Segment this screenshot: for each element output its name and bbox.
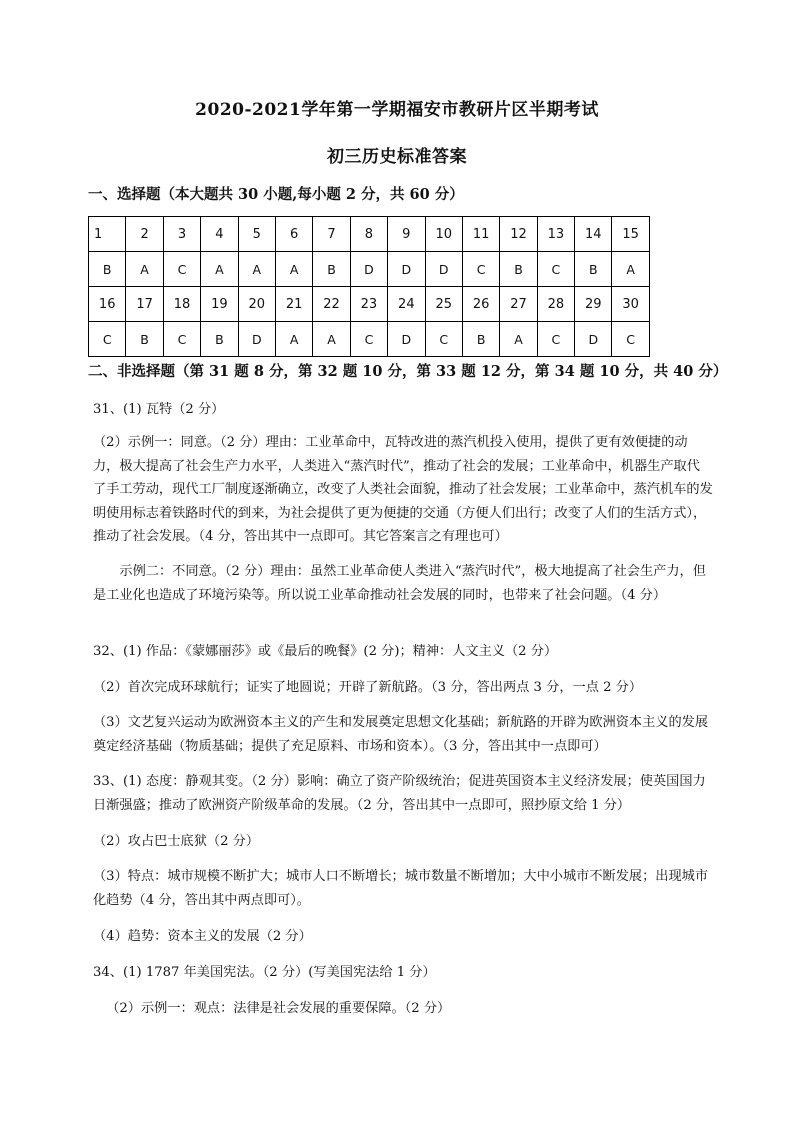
q33-part3 xyxy=(93,865,713,912)
question-number-cell: 24 xyxy=(388,287,425,322)
answer-cell: B xyxy=(462,322,499,357)
question-number-cell: 30 xyxy=(612,287,649,322)
answer-cell: A xyxy=(500,322,537,357)
answer-cell: C xyxy=(89,322,126,357)
question-number-cell: 16 xyxy=(89,287,126,322)
answer-cell: C xyxy=(462,252,499,287)
answer-table xyxy=(88,216,650,357)
q33-4-text: （4）趋势：资本主义的发展（2 分） xyxy=(93,929,312,944)
question-number-cell: 23 xyxy=(350,287,387,322)
question-number-cell: 11 xyxy=(462,217,499,252)
q31-3-text: 示例二：不同意。（2 分）理由：虽然工业革命使人类进入“蒸汽时代”，极大地提高了社会生产力，但是工业化也造成了环境污染等。所以说工业革命推动社会发展的同时，也带来了社会问题。（4 分） xyxy=(93,564,706,603)
answer-cell: A xyxy=(313,322,350,357)
question-number-cell: 9 xyxy=(388,217,425,252)
question-number-cell: 25 xyxy=(425,287,462,322)
question-number-cell: 1 xyxy=(89,217,126,252)
q31-part2 xyxy=(93,431,713,549)
question-number-cell: 26 xyxy=(462,287,499,322)
answer-cell: D xyxy=(350,252,387,287)
q31-1-text: 31、(1) 瓦特（2 分） xyxy=(93,402,225,417)
question-number-cell: 17 xyxy=(126,287,163,322)
question-number-cell: 27 xyxy=(500,287,537,322)
answer-cell: C xyxy=(350,322,387,357)
question-number-cell: 14 xyxy=(575,217,612,252)
question-number-cell: 2 xyxy=(126,217,163,252)
answer-cell: D xyxy=(575,322,612,357)
q33-part2 xyxy=(93,830,713,854)
q32-3-text: （3）文艺复兴运动为欧洲资本主义的产生和发展奠定思想文化基础；新航路的开辟为欧洲资本主义的发展奠定经济基础（物质基础；提供了充足原料、市场和资本）。（3 分，答出其中一点即可） xyxy=(93,715,709,754)
q32-2-text: （2）首次完成环球航行；证实了地圆说；开辟了新航路。（3 分，答出两点 3 分，一点 2 分） xyxy=(93,680,643,695)
answer-cell: A xyxy=(612,252,649,287)
answer-cell: C xyxy=(537,252,574,287)
answer-cell: C xyxy=(612,322,649,357)
question-number-cell: 20 xyxy=(238,287,275,322)
q34-part2 xyxy=(93,997,713,1021)
q34-2-text: （2）示例一：观点：法律是社会发展的重要保障。（2 分） xyxy=(106,1001,451,1016)
question-number-row xyxy=(89,217,650,252)
question-number-cell: 5 xyxy=(238,217,275,252)
question-number-cell: 22 xyxy=(313,287,350,322)
answer-cell: B xyxy=(575,252,612,287)
answer-cell: C xyxy=(537,322,574,357)
question-number-cell: 12 xyxy=(500,217,537,252)
answer-cell: D xyxy=(425,252,462,287)
question-number-cell: 8 xyxy=(350,217,387,252)
document-title: 2020-2021学年第一学期福安市教研片区半期考试 xyxy=(195,100,599,120)
q33-3-text: （3）特点：城市规模不断扩大；城市人口不断增长；城市数量不断增加；大中小城市不断发展；出现城市化趋势（4 分，答出其中两点即可）。 xyxy=(93,869,709,908)
answer-cell: A xyxy=(126,252,163,287)
answer-cell: A xyxy=(275,322,312,357)
question-number-cell: 3 xyxy=(163,217,200,252)
answer-cell: A xyxy=(275,252,312,287)
q32-part1 xyxy=(93,640,713,664)
question-number-cell: 28 xyxy=(537,287,574,322)
section-2-heading: 二、非选择题（第 31 题 8 分，第 32 题 10 分，第 33 题 12 分，第 34 题 10 分，共 40 分） xyxy=(88,363,728,380)
q34-1-text: 34、(1) 1787 年美国宪法。（2 分）(写美国宪法给 1 分） xyxy=(93,965,436,980)
answer-cell: D xyxy=(388,252,425,287)
document-subtitle: 初三历史标准答案 xyxy=(327,147,467,167)
answer-cell: B xyxy=(126,322,163,357)
answer-cell: C xyxy=(163,252,200,287)
answer-cell: B xyxy=(89,252,126,287)
q32-part3 xyxy=(93,711,713,758)
answer-row xyxy=(89,322,650,357)
q33-2-text: （2）攻占巴士底狱（2 分） xyxy=(93,834,260,849)
q32-1-text: 32、(1) 作品：《蒙娜丽莎》或《最后的晚餐》(2 分)；精神：人文主义（2 分） xyxy=(93,644,558,659)
q31-part3 xyxy=(93,560,713,607)
question-number-cell: 10 xyxy=(425,217,462,252)
answer-row xyxy=(89,252,650,287)
question-number-cell: 19 xyxy=(201,287,238,322)
question-number-cell: 15 xyxy=(612,217,649,252)
answer-cell: A xyxy=(201,252,238,287)
answer-cell: C xyxy=(425,322,462,357)
section-1-heading: 一、选择题（本大题共 30 小题,每小题 2 分，共 60 分） xyxy=(88,186,464,203)
answer-cell: B xyxy=(313,252,350,287)
answer-cell: B xyxy=(500,252,537,287)
q32-part2 xyxy=(93,676,713,700)
q33-1-text: 33、(1) 态度：静观其变。（2 分）影响：确立了资产阶级统治；促进英国资本主义经济发展；使英国国力日渐强盛；推动了欧洲资产阶级革命的发展。（2 分，答出其中一点即可，照抄原文给 1 分） xyxy=(93,774,706,813)
question-number-cell: 6 xyxy=(275,217,312,252)
question-number-cell: 29 xyxy=(575,287,612,322)
answer-cell: A xyxy=(238,252,275,287)
question-number-cell: 4 xyxy=(201,217,238,252)
question-number-cell: 18 xyxy=(163,287,200,322)
question-number-cell: 7 xyxy=(313,217,350,252)
answer-cell: D xyxy=(388,322,425,357)
question-number-cell: 21 xyxy=(275,287,312,322)
q31-2-text: （2）示例一：同意。（2 分）理由：工业革命中，瓦特改进的蒸汽机投入使用，提供了更有效便捷的动力，极大提高了社会生产力水平，人类进入“蒸汽时代”，推动了社会的发展；工业革命中，机器生产取代了手工劳动，现代工厂制度逐渐确立，改变了人类社会面貌，推动了社会发展；工业革命中，蒸汽机车的发明使用标志着铁路时代的到来，为社会提供了更为便捷的交通（方便人们出行；改变了人们的生活方式），推动了社会发展。（4 分，答出其中一点即可。其它答案言之有理也可） xyxy=(93,435,713,544)
question-number-cell: 13 xyxy=(537,217,574,252)
q34-part1 xyxy=(93,961,713,985)
answer-cell: D xyxy=(238,322,275,357)
question-number-row xyxy=(89,287,650,322)
q31-part1 xyxy=(93,398,713,422)
answer-cell: B xyxy=(201,322,238,357)
q33-part1 xyxy=(93,770,713,817)
answer-cell: C xyxy=(163,322,200,357)
q33-part4 xyxy=(93,925,713,949)
